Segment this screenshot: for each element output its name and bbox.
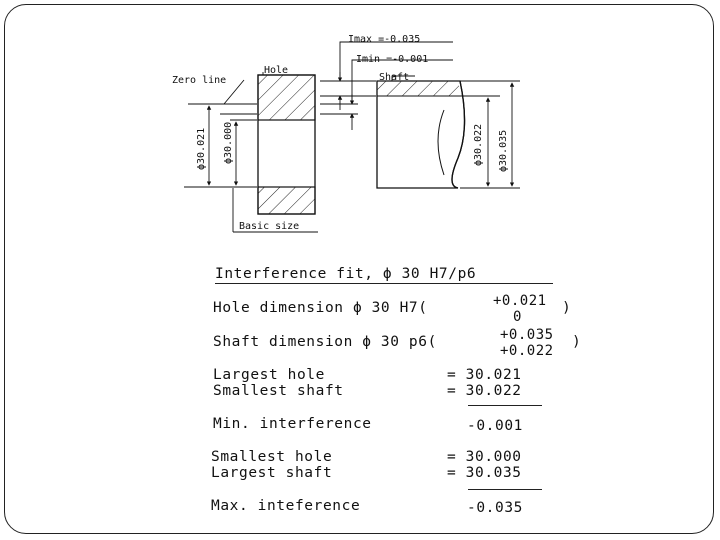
shaft-dimension-label: Shaft dimension ϕ 30 p6( xyxy=(213,334,437,350)
dim-shaft-max-label: ϕ30.035 xyxy=(498,129,509,172)
largest-hole-label: Largest hole xyxy=(213,367,325,383)
smallest-shaft-label: Smallest shaft xyxy=(213,383,344,399)
min-interference-label: Min. interference xyxy=(213,416,372,432)
shaft-close-paren: ) xyxy=(572,334,582,350)
imin-label: Imin =-0.001 xyxy=(356,54,429,65)
hole-close-paren: ) xyxy=(562,300,572,316)
max-interference-value: -0.035 xyxy=(467,500,523,516)
max-interference-label: Max. inteference xyxy=(211,498,361,514)
shaft-upper-deviation: +0.035 xyxy=(500,327,554,343)
dim-hole-min-label: ϕ30.000 xyxy=(223,121,234,164)
largest-shaft-label: Largest shaft xyxy=(211,465,333,481)
smallest-hole-label: Smallest hole xyxy=(211,449,333,465)
basic-size-label: Basic size xyxy=(239,221,300,232)
min-interference-value: -0.001 xyxy=(467,418,523,434)
dimension-lines xyxy=(209,72,512,186)
dim-hole-max-label: ϕ30.021 xyxy=(196,127,207,170)
fit-title: Interference fit, ϕ 30 H7/p6 xyxy=(215,266,477,282)
title-underline xyxy=(215,283,553,284)
smallest-hole-value: = 30.000 xyxy=(447,449,522,465)
hole-upper-deviation: +0.021 xyxy=(493,293,547,309)
shaft-lower-deviation: +0.022 xyxy=(500,343,554,359)
hole-block xyxy=(258,75,315,214)
largest-shaft-value: = 30.035 xyxy=(447,465,522,481)
dim-shaft-min-label: ϕ30.022 xyxy=(473,123,484,166)
smallest-shaft-value: = 30.022 xyxy=(447,383,522,399)
zero-line-label: Zero line xyxy=(172,75,227,86)
shaft-block xyxy=(377,81,465,188)
hole-dimension-label: Hole dimension ϕ 30 H7( xyxy=(213,300,428,316)
imax-label: Imax =-0.035 xyxy=(348,34,421,45)
shaft-label: Shaft xyxy=(379,72,410,83)
hole-label: Hole xyxy=(264,65,289,76)
largest-hole-value: = 30.021 xyxy=(447,367,522,383)
hole-lower-deviation: 0 xyxy=(513,309,522,325)
max-sum-rule xyxy=(468,489,542,490)
min-sum-rule xyxy=(468,405,542,406)
